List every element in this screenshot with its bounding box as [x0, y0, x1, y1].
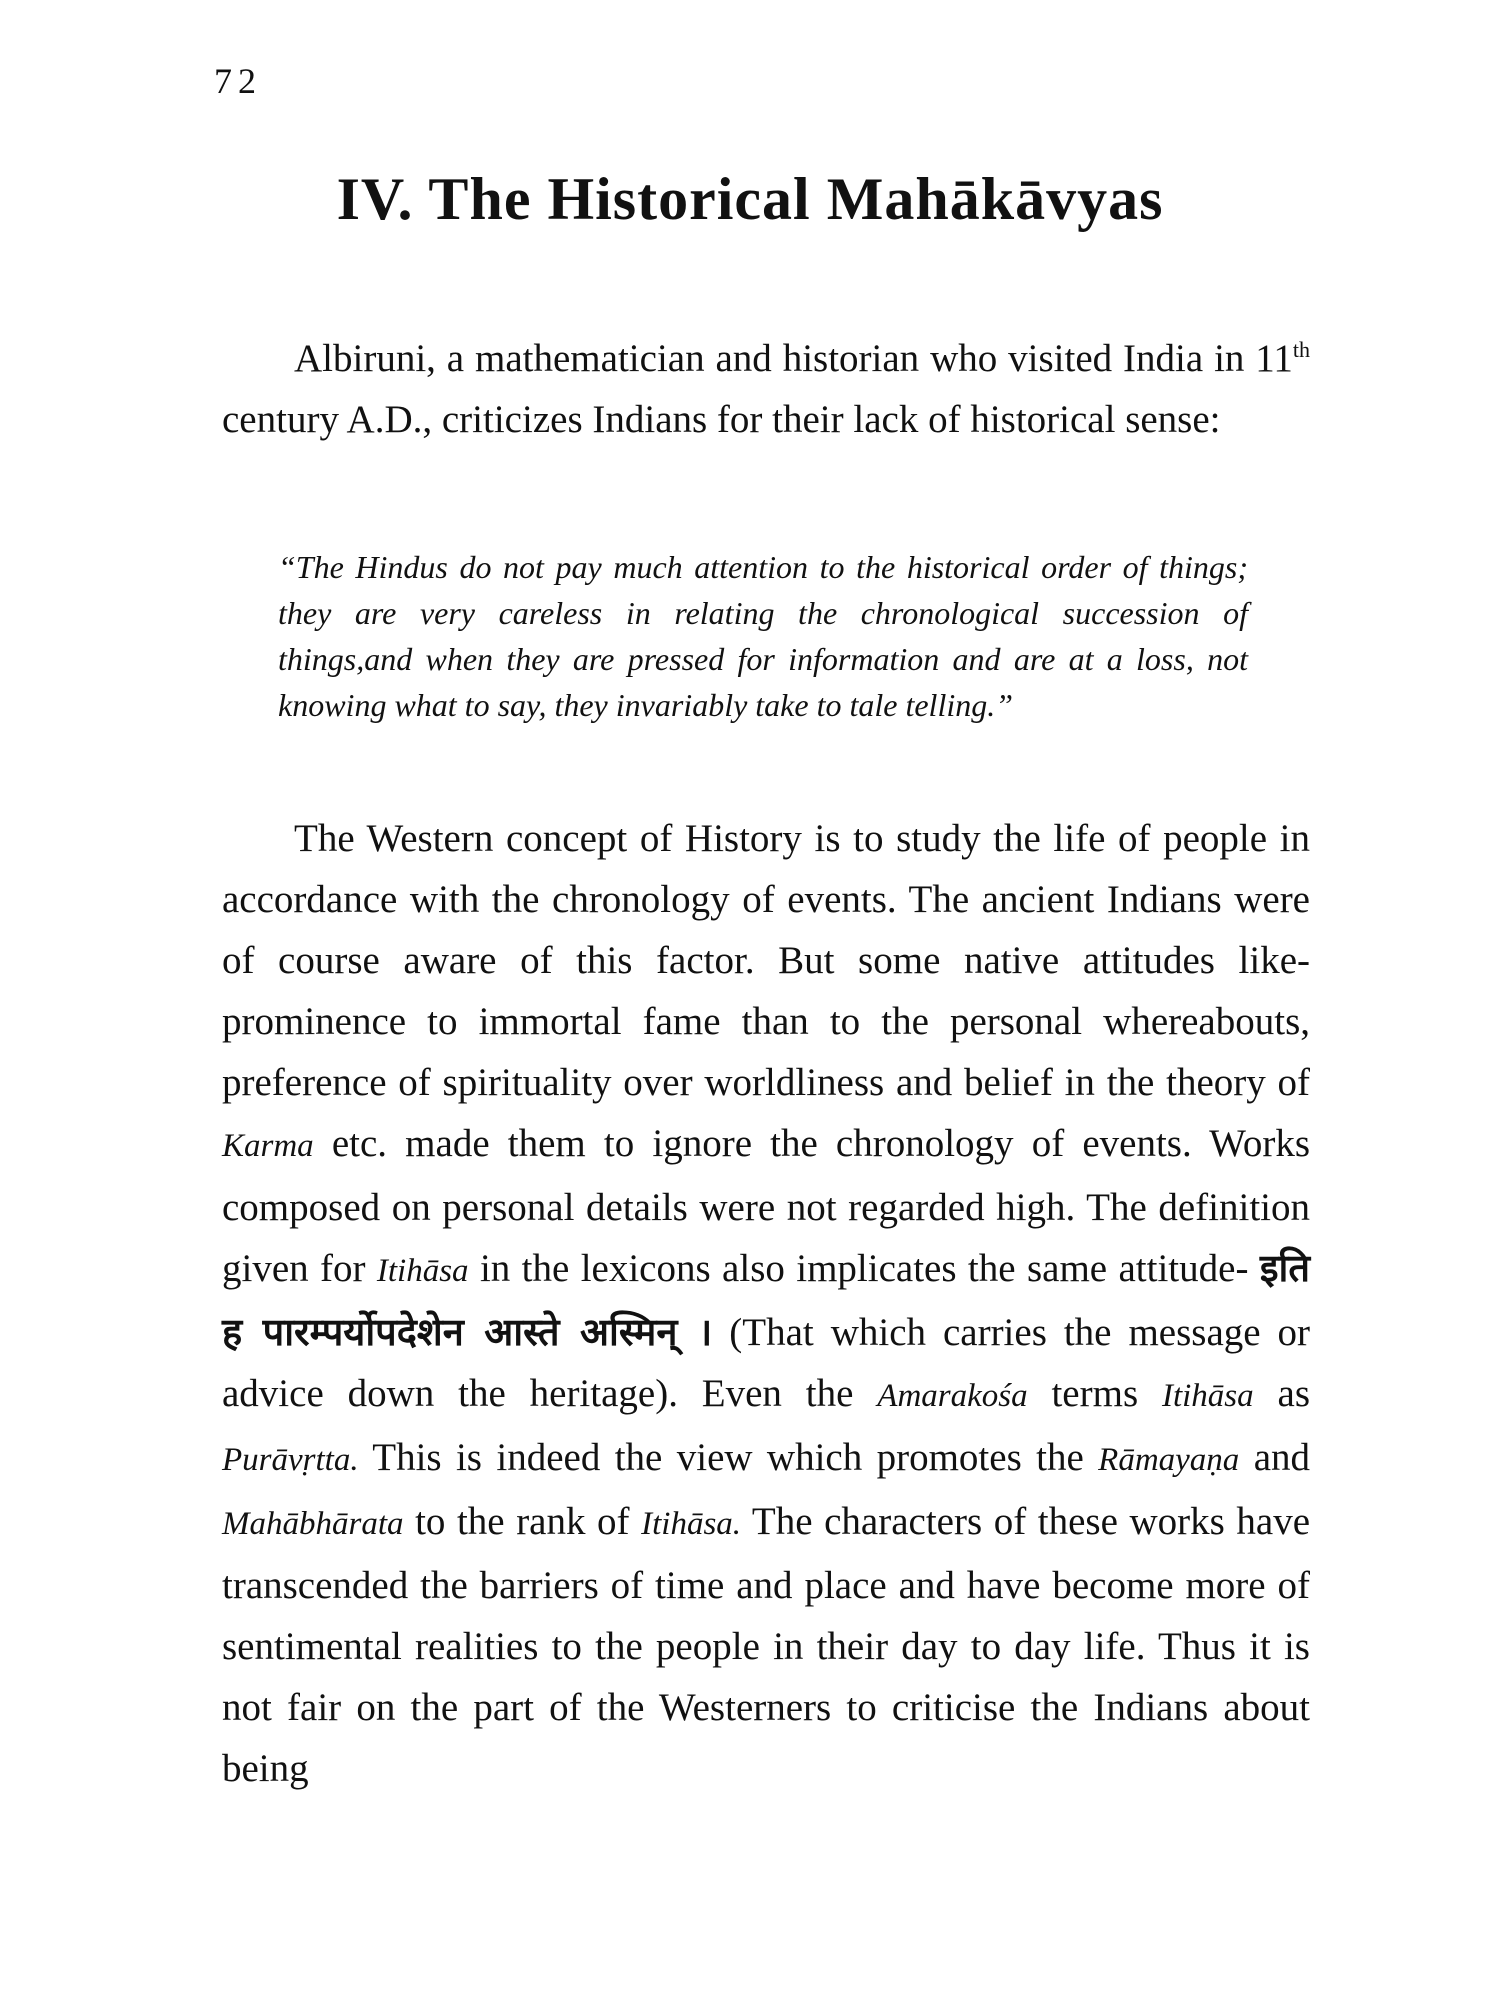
body-text: This is indeed the view which promotes the [358, 1436, 1099, 1479]
chapter-title: IV. The Historical Mahākāvyas [336, 166, 1164, 232]
term-itihasa: Itihāsa [376, 1253, 469, 1289]
term-karma: Karma [222, 1128, 314, 1164]
intro-text-b: century A.D., criticizes Indians for their lack of historical sense: [222, 398, 1221, 441]
paragraph-intro [222, 328, 1310, 450]
term-ramayana: Rāmayaṇa [1098, 1442, 1240, 1478]
ordinal-suffix: th [1292, 337, 1310, 362]
body-text: The Western concept of History is to study the life of people in accordance with the chronology of events. The ancient Indians were of course aware of this factor. But some native attitudes like-prominence to immortal fame than to the personal whereabouts, preference of spirituality over worldliness and belief in the theory of [222, 817, 1310, 1104]
paragraph-western-concept [222, 808, 1310, 1799]
term-itihasa: Itihāsa [1161, 1378, 1254, 1414]
page-number: 72 [214, 61, 262, 101]
intro-text-a: Albiruni, a mathematician and historian who visited India in 11 [294, 337, 1293, 380]
term-itihasa: Itihāsa. [641, 1506, 742, 1542]
body-text: The characters of these works have transcended the barriers of time and place and have become more of sentimental realities to the people in their day to day life. Thus it is not fair on the part of the Westerners to criticise the Indians about being [222, 1500, 1310, 1790]
albiruni-quote: “The Hindus do not pay much attention to the historical order of things; they are very careless in relating the chronological succession of things,and when they are pressed for information and are at a loss, not knowing what to say, they invariably take to tale telling.” [278, 549, 1248, 723]
term-amarakosa: Amarakośa [877, 1378, 1028, 1414]
body-text: as [1253, 1372, 1310, 1415]
body-text: (That which carries the message or advice down the heritage). Even the [222, 1311, 1311, 1415]
sanskrit-definition: इति ह पारम्पर्योपदेशेन आस्ते अस्मिन् । [222, 1246, 1310, 1354]
body-text: in the lexicons also implicates the same attitude- [468, 1247, 1260, 1290]
term-mahabharata: Mahābhārata [222, 1506, 404, 1542]
body-text: etc. made them to ignore the chronology of events. Works composed on personal details were not regarded high. The definition given for [222, 1122, 1310, 1290]
term-puravrtta: Purāvṛtta. [222, 1442, 359, 1478]
body-text: and [1239, 1436, 1311, 1479]
body-text: to the rank of [403, 1500, 642, 1543]
body-text: terms [1027, 1372, 1162, 1415]
